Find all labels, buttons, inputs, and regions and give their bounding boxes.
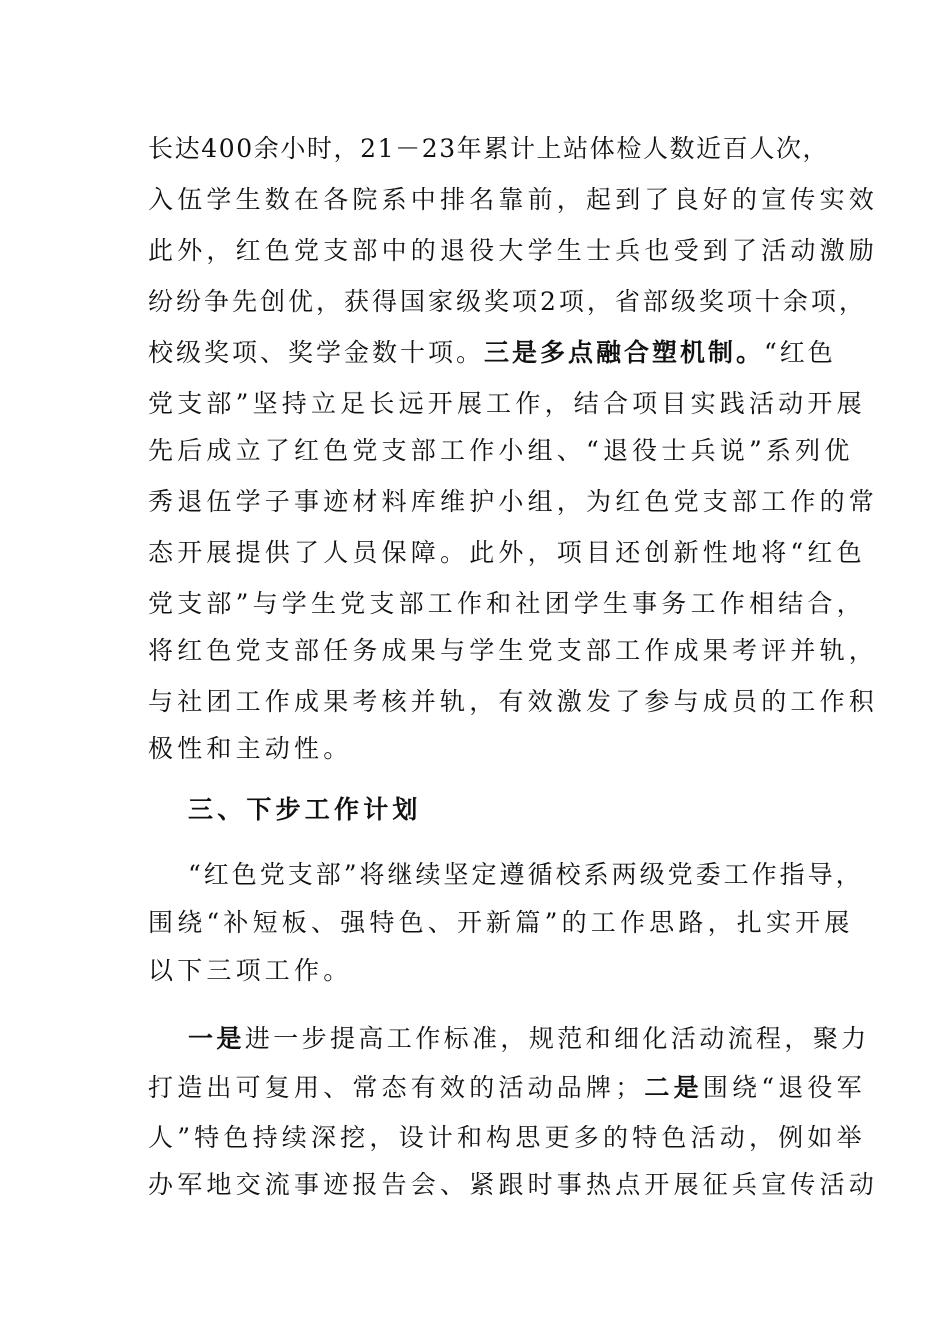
text-line: 此外，红色党支部中的退役大学生士兵也受到了活动激励	[148, 236, 879, 265]
text-line: 党支部”与学生党支部工作和社团学生事务工作相结合，	[148, 589, 866, 618]
text-line: 秀退伍学子事迹材料库维护小组，为红色党支部工作的常	[148, 487, 879, 516]
text-line: “红色党支部”将继续坚定遵循校系两级党委工作指导，	[188, 860, 864, 889]
text-line: 党支部”坚持立足长远开展工作，结合项目实践活动开展	[148, 389, 866, 418]
emphasis-run: 二是	[644, 1073, 703, 1102]
text-line: 人”特色持续深挖，设计和构思更多的特色活动，例如举	[148, 1123, 866, 1152]
text-run: 打造出可复用、常态有效的活动品牌；	[148, 1073, 645, 1102]
text-line: 长达400余小时，21－23年累计上站体检人数近百人次，	[148, 134, 830, 163]
text-line	[148, 333, 836, 373]
text-line: 办军地交流事迹报告会、紧跟时事热点开展征兵宣传活动	[148, 1170, 879, 1199]
text-line: 先后成立了红色党支部工作小组、“退役士兵说”系列优	[148, 436, 854, 465]
section-heading: 三、下步工作计划	[188, 795, 422, 824]
text-line: 围绕“补短板、强特色、开新篇”的工作思路，扎实开展	[148, 908, 854, 937]
text-run: 校级奖项、奖学金数十项。	[148, 338, 485, 367]
text-line	[148, 1068, 866, 1108]
text-run: “红色	[764, 338, 836, 367]
emphasis-run: 三是多点融合塑机制。	[484, 338, 765, 367]
text-line: 入伍学生数在各院系中排名靠前，起到了良好的宣传实效	[148, 185, 879, 214]
text-run: 围绕“退役军	[702, 1073, 866, 1102]
text-line: 将红色党支部任务成果与学生党支部工作成果考评并轨，	[148, 636, 879, 665]
text-line: 极性和主动性。	[148, 734, 353, 763]
text-line: 态开展提供了人员保障。此外，项目还创新性地将“红色	[148, 538, 866, 567]
text-line: 以下三项工作。	[148, 956, 353, 985]
text-run: 进一步提高工作标准，规范和细化活动流程，聚力	[244, 1024, 870, 1053]
emphasis-run: 一是	[188, 1024, 245, 1053]
text-line: 与社团工作成果考核并轨，有效激发了参与成员的工作积	[148, 687, 879, 716]
text-line	[188, 1019, 870, 1059]
text-line: 纷纷争先创优，获得国家级奖项2项，省部级奖项十余项，	[148, 287, 867, 316]
